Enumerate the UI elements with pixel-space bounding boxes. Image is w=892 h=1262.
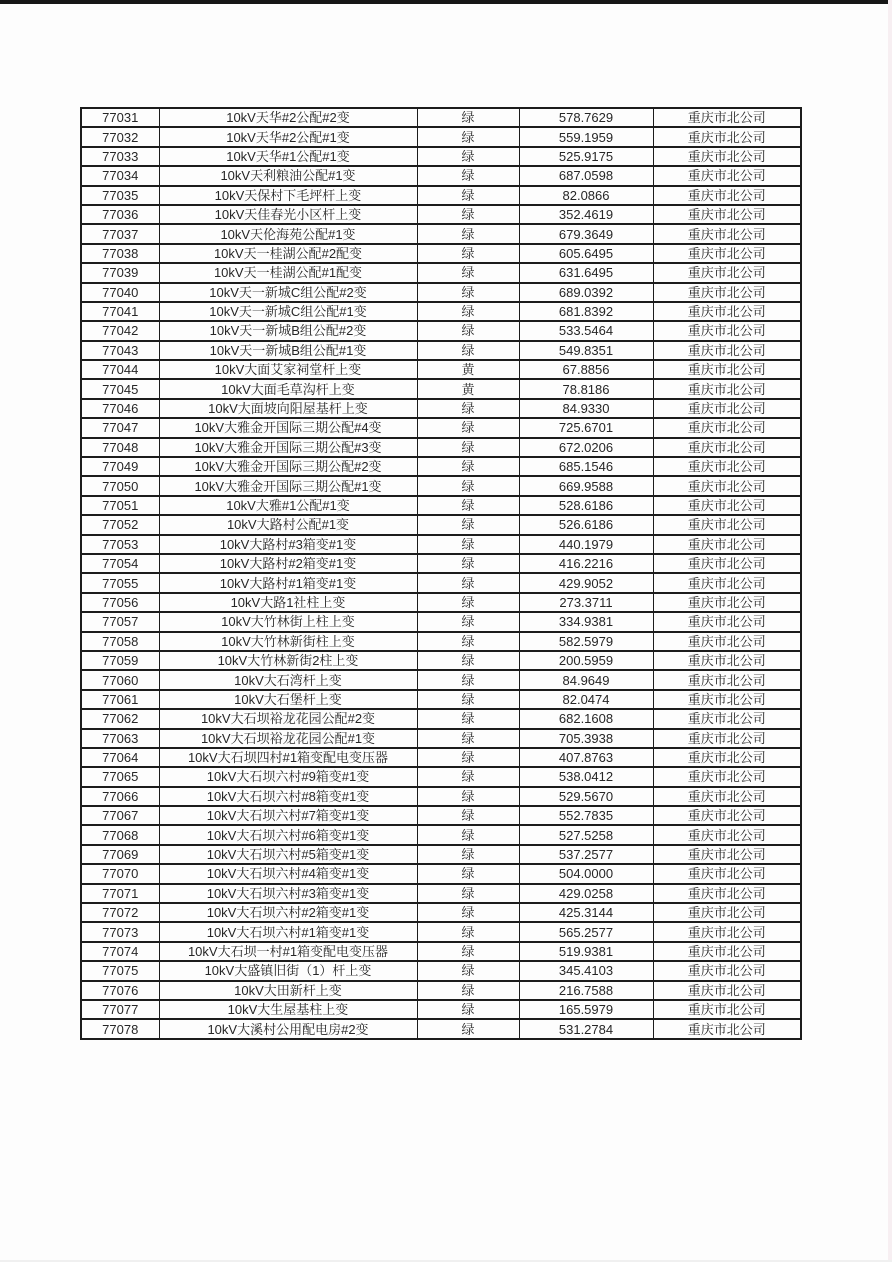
cell-status: 绿 xyxy=(417,186,519,205)
cell-company: 重庆市北公司 xyxy=(653,224,801,243)
cell-company: 重庆市北公司 xyxy=(653,903,801,922)
cell-status: 绿 xyxy=(417,535,519,554)
cell-value: 440.1979 xyxy=(519,535,653,554)
cell-name: 10kV大路村#1箱变#1变 xyxy=(159,573,417,592)
cell-name: 10kV大石坝裕龙花园公配#1变 xyxy=(159,729,417,748)
cell-value: 525.9175 xyxy=(519,147,653,166)
cell-status: 绿 xyxy=(417,884,519,903)
cell-value: 84.9649 xyxy=(519,670,653,689)
cell-name: 10kV天华#2公配#1变 xyxy=(159,127,417,146)
cell-value: 565.2577 xyxy=(519,922,653,941)
cell-status: 绿 xyxy=(417,205,519,224)
cell-value: 200.5959 xyxy=(519,651,653,670)
table-row xyxy=(81,729,801,748)
cell-id: 77048 xyxy=(81,438,159,457)
cell-id: 77034 xyxy=(81,166,159,185)
table-row xyxy=(81,535,801,554)
table-row xyxy=(81,438,801,457)
table-body xyxy=(81,108,801,1039)
cell-company: 重庆市北公司 xyxy=(653,961,801,980)
cell-status: 绿 xyxy=(417,961,519,980)
cell-company: 重庆市北公司 xyxy=(653,302,801,321)
cell-id: 77057 xyxy=(81,612,159,631)
table-row xyxy=(81,632,801,651)
cell-name: 10kV天华#1公配#1变 xyxy=(159,147,417,166)
cell-company: 重庆市北公司 xyxy=(653,787,801,806)
table-row xyxy=(81,127,801,146)
cell-id: 77066 xyxy=(81,787,159,806)
cell-status: 绿 xyxy=(417,1000,519,1019)
cell-id: 77044 xyxy=(81,360,159,379)
table-row xyxy=(81,903,801,922)
cell-company: 重庆市北公司 xyxy=(653,360,801,379)
table-row xyxy=(81,825,801,844)
cell-name: 10kV大路村#2箱变#1变 xyxy=(159,554,417,573)
table-row xyxy=(81,186,801,205)
cell-name: 10kV天一桂湖公配#2配变 xyxy=(159,244,417,263)
cell-value: 578.7629 xyxy=(519,108,653,127)
table-row xyxy=(81,806,801,825)
cell-id: 77038 xyxy=(81,244,159,263)
cell-status: 绿 xyxy=(417,748,519,767)
cell-status: 绿 xyxy=(417,515,519,534)
cell-id: 77037 xyxy=(81,224,159,243)
cell-name: 10kV大面艾家祠堂杆上变 xyxy=(159,360,417,379)
cell-status: 绿 xyxy=(417,593,519,612)
cell-status: 绿 xyxy=(417,127,519,146)
cell-id: 77065 xyxy=(81,767,159,786)
cell-company: 重庆市北公司 xyxy=(653,922,801,941)
cell-company: 重庆市北公司 xyxy=(653,418,801,437)
cell-value: 531.2784 xyxy=(519,1019,653,1038)
cell-value: 689.0392 xyxy=(519,283,653,302)
cell-name: 10kV大石坝四村#1箱变配电变压器 xyxy=(159,748,417,767)
cell-company: 重庆市北公司 xyxy=(653,884,801,903)
cell-id: 77074 xyxy=(81,942,159,961)
table-row xyxy=(81,360,801,379)
cell-value: 705.3938 xyxy=(519,729,653,748)
cell-company: 重庆市北公司 xyxy=(653,515,801,534)
cell-value: 519.9381 xyxy=(519,942,653,961)
cell-value: 82.0866 xyxy=(519,186,653,205)
table-row xyxy=(81,302,801,321)
cell-status: 绿 xyxy=(417,321,519,340)
cell-company: 重庆市北公司 xyxy=(653,554,801,573)
cell-value: 273.3711 xyxy=(519,593,653,612)
cell-value: 582.5979 xyxy=(519,632,653,651)
cell-id: 77054 xyxy=(81,554,159,573)
table-row xyxy=(81,787,801,806)
cell-status: 绿 xyxy=(417,845,519,864)
cell-id: 77033 xyxy=(81,147,159,166)
cell-value: 672.0206 xyxy=(519,438,653,457)
cell-name: 10kV大石坝一村#1箱变配电变压器 xyxy=(159,942,417,961)
cell-company: 重庆市北公司 xyxy=(653,321,801,340)
cell-status: 绿 xyxy=(417,981,519,1000)
cell-id: 77073 xyxy=(81,922,159,941)
cell-id: 77039 xyxy=(81,263,159,282)
cell-status: 绿 xyxy=(417,767,519,786)
cell-name: 10kV大石坝六村#9箱变#1变 xyxy=(159,767,417,786)
cell-value: 687.0598 xyxy=(519,166,653,185)
cell-status: 绿 xyxy=(417,787,519,806)
cell-id: 77040 xyxy=(81,283,159,302)
cell-id: 77036 xyxy=(81,205,159,224)
cell-status: 绿 xyxy=(417,399,519,418)
cell-id: 77031 xyxy=(81,108,159,127)
cell-company: 重庆市北公司 xyxy=(653,864,801,883)
cell-company: 重庆市北公司 xyxy=(653,535,801,554)
cell-company: 重庆市北公司 xyxy=(653,690,801,709)
cell-value: 669.9588 xyxy=(519,476,653,495)
cell-company: 重庆市北公司 xyxy=(653,651,801,670)
cell-value: 538.0412 xyxy=(519,767,653,786)
cell-value: 529.5670 xyxy=(519,787,653,806)
cell-name: 10kV大雅金开国际三期公配#2变 xyxy=(159,457,417,476)
cell-company: 重庆市北公司 xyxy=(653,612,801,631)
cell-name: 10kV天伦海苑公配#1变 xyxy=(159,224,417,243)
cell-status: 绿 xyxy=(417,632,519,651)
cell-name: 10kV天一新城C组公配#2变 xyxy=(159,283,417,302)
cell-status: 绿 xyxy=(417,341,519,360)
cell-value: 679.3649 xyxy=(519,224,653,243)
cell-id: 77072 xyxy=(81,903,159,922)
table-row xyxy=(81,1019,801,1038)
table-row xyxy=(81,263,801,282)
cell-status: 绿 xyxy=(417,166,519,185)
cell-name: 10kV大石坝六村#1箱变#1变 xyxy=(159,922,417,941)
cell-company: 重庆市北公司 xyxy=(653,457,801,476)
cell-value: 429.9052 xyxy=(519,573,653,592)
cell-status: 绿 xyxy=(417,108,519,127)
cell-id: 77061 xyxy=(81,690,159,709)
cell-name: 10kV天一新城C组公配#1变 xyxy=(159,302,417,321)
table-row xyxy=(81,884,801,903)
cell-status: 绿 xyxy=(417,147,519,166)
cell-company: 重庆市北公司 xyxy=(653,593,801,612)
cell-id: 77053 xyxy=(81,535,159,554)
cell-status: 绿 xyxy=(417,651,519,670)
cell-value: 559.1959 xyxy=(519,127,653,146)
table-row xyxy=(81,767,801,786)
table-row xyxy=(81,108,801,127)
cell-name: 10kV天利粮油公配#1变 xyxy=(159,166,417,185)
cell-value: 78.8186 xyxy=(519,379,653,398)
cell-id: 77055 xyxy=(81,573,159,592)
cell-company: 重庆市北公司 xyxy=(653,205,801,224)
cell-value: 82.0474 xyxy=(519,690,653,709)
cell-name: 10kV大溪村公用配电房#2变 xyxy=(159,1019,417,1038)
table-row xyxy=(81,690,801,709)
cell-company: 重庆市北公司 xyxy=(653,942,801,961)
cell-status: 绿 xyxy=(417,496,519,515)
cell-company: 重庆市北公司 xyxy=(653,729,801,748)
cell-name: 10kV大石堡杆上变 xyxy=(159,690,417,709)
cell-name: 10kV大竹林街上柱上变 xyxy=(159,612,417,631)
cell-value: 67.8856 xyxy=(519,360,653,379)
cell-status: 绿 xyxy=(417,729,519,748)
cell-value: 549.8351 xyxy=(519,341,653,360)
cell-name: 10kV天佳春光小区杆上变 xyxy=(159,205,417,224)
cell-status: 绿 xyxy=(417,690,519,709)
transformer-data-table xyxy=(80,107,802,1040)
cell-id: 77045 xyxy=(81,379,159,398)
cell-name: 10kV大雅#1公配#1变 xyxy=(159,496,417,515)
table-row xyxy=(81,981,801,1000)
cell-status: 绿 xyxy=(417,573,519,592)
cell-status: 绿 xyxy=(417,709,519,728)
cell-status: 黄 xyxy=(417,360,519,379)
cell-id: 77063 xyxy=(81,729,159,748)
table-row xyxy=(81,845,801,864)
cell-status: 绿 xyxy=(417,942,519,961)
table-row xyxy=(81,496,801,515)
table-row xyxy=(81,651,801,670)
cell-status: 绿 xyxy=(417,612,519,631)
cell-value: 504.0000 xyxy=(519,864,653,883)
cell-value: 216.7588 xyxy=(519,981,653,1000)
cell-value: 352.4619 xyxy=(519,205,653,224)
cell-status: 绿 xyxy=(417,476,519,495)
cell-company: 重庆市北公司 xyxy=(653,632,801,651)
cell-status: 绿 xyxy=(417,438,519,457)
cell-value: 345.4103 xyxy=(519,961,653,980)
cell-name: 10kV大石坝六村#6箱变#1变 xyxy=(159,825,417,844)
cell-id: 77035 xyxy=(81,186,159,205)
cell-name: 10kV大竹林新街2柱上变 xyxy=(159,651,417,670)
table-row xyxy=(81,476,801,495)
table-row xyxy=(81,244,801,263)
cell-company: 重庆市北公司 xyxy=(653,573,801,592)
cell-name: 10kV大石坝裕龙花园公配#2变 xyxy=(159,709,417,728)
cell-status: 绿 xyxy=(417,825,519,844)
cell-name: 10kV大石坝六村#7箱变#1变 xyxy=(159,806,417,825)
cell-id: 77064 xyxy=(81,748,159,767)
cell-id: 77049 xyxy=(81,457,159,476)
cell-company: 重庆市北公司 xyxy=(653,263,801,282)
cell-id: 77070 xyxy=(81,864,159,883)
cell-id: 77046 xyxy=(81,399,159,418)
cell-id: 77071 xyxy=(81,884,159,903)
cell-value: 537.2577 xyxy=(519,845,653,864)
table-row xyxy=(81,283,801,302)
table-row xyxy=(81,457,801,476)
cell-company: 重庆市北公司 xyxy=(653,981,801,1000)
cell-name: 10kV大路1社柱上变 xyxy=(159,593,417,612)
cell-status: 绿 xyxy=(417,244,519,263)
cell-id: 77078 xyxy=(81,1019,159,1038)
table-row xyxy=(81,205,801,224)
cell-company: 重庆市北公司 xyxy=(653,670,801,689)
cell-company: 重庆市北公司 xyxy=(653,108,801,127)
table-row xyxy=(81,166,801,185)
cell-company: 重庆市北公司 xyxy=(653,845,801,864)
cell-value: 429.0258 xyxy=(519,884,653,903)
cell-id: 77042 xyxy=(81,321,159,340)
cell-name: 10kV天一新城B组公配#2变 xyxy=(159,321,417,340)
cell-id: 77050 xyxy=(81,476,159,495)
cell-company: 重庆市北公司 xyxy=(653,166,801,185)
cell-company: 重庆市北公司 xyxy=(653,379,801,398)
cell-name: 10kV大石坝六村#4箱变#1变 xyxy=(159,864,417,883)
cell-company: 重庆市北公司 xyxy=(653,438,801,457)
cell-value: 681.8392 xyxy=(519,302,653,321)
cell-status: 绿 xyxy=(417,864,519,883)
table-row xyxy=(81,224,801,243)
cell-value: 682.1608 xyxy=(519,709,653,728)
cell-name: 10kV大雅金开国际三期公配#1变 xyxy=(159,476,417,495)
table-row xyxy=(81,399,801,418)
cell-id: 77075 xyxy=(81,961,159,980)
cell-id: 77068 xyxy=(81,825,159,844)
table-row xyxy=(81,612,801,631)
cell-value: 526.6186 xyxy=(519,515,653,534)
cell-value: 552.7835 xyxy=(519,806,653,825)
cell-name: 10kV大路村公配#1变 xyxy=(159,515,417,534)
cell-id: 77051 xyxy=(81,496,159,515)
table-row xyxy=(81,864,801,883)
cell-status: 绿 xyxy=(417,806,519,825)
cell-id: 77067 xyxy=(81,806,159,825)
cell-name: 10kV大石坝六村#3箱变#1变 xyxy=(159,884,417,903)
cell-value: 527.5258 xyxy=(519,825,653,844)
cell-id: 77047 xyxy=(81,418,159,437)
cell-company: 重庆市北公司 xyxy=(653,1019,801,1038)
table-row xyxy=(81,670,801,689)
cell-value: 334.9381 xyxy=(519,612,653,631)
cell-id: 77043 xyxy=(81,341,159,360)
cell-status: 黄 xyxy=(417,379,519,398)
cell-name: 10kV大雅金开国际三期公配#4变 xyxy=(159,418,417,437)
cell-name: 10kV大竹林新街柱上变 xyxy=(159,632,417,651)
table-row xyxy=(81,748,801,767)
table-row xyxy=(81,321,801,340)
cell-name: 10kV大雅金开国际三期公配#3变 xyxy=(159,438,417,457)
cell-name: 10kV大路村#3箱变#1变 xyxy=(159,535,417,554)
cell-id: 77058 xyxy=(81,632,159,651)
table-row xyxy=(81,942,801,961)
cell-status: 绿 xyxy=(417,302,519,321)
table-row xyxy=(81,341,801,360)
cell-name: 10kV天华#2公配#2变 xyxy=(159,108,417,127)
cell-company: 重庆市北公司 xyxy=(653,283,801,302)
cell-id: 77076 xyxy=(81,981,159,1000)
cell-name: 10kV大石湾杆上变 xyxy=(159,670,417,689)
cell-value: 725.6701 xyxy=(519,418,653,437)
cell-value: 533.5464 xyxy=(519,321,653,340)
table-row xyxy=(81,709,801,728)
cell-name: 10kV天一新城B组公配#1变 xyxy=(159,341,417,360)
cell-name: 10kV大盛镇旧街（1）杆上变 xyxy=(159,961,417,980)
cell-id: 77041 xyxy=(81,302,159,321)
cell-value: 416.2216 xyxy=(519,554,653,573)
cell-company: 重庆市北公司 xyxy=(653,825,801,844)
table-row xyxy=(81,147,801,166)
cell-status: 绿 xyxy=(417,457,519,476)
cell-company: 重庆市北公司 xyxy=(653,748,801,767)
cell-name: 10kV大生屋基柱上变 xyxy=(159,1000,417,1019)
cell-id: 77032 xyxy=(81,127,159,146)
cell-id: 77062 xyxy=(81,709,159,728)
cell-status: 绿 xyxy=(417,224,519,243)
cell-company: 重庆市北公司 xyxy=(653,186,801,205)
cell-name: 10kV大面坡向阳屋基杆上变 xyxy=(159,399,417,418)
table-row xyxy=(81,418,801,437)
cell-value: 631.6495 xyxy=(519,263,653,282)
cell-status: 绿 xyxy=(417,1019,519,1038)
cell-id: 77052 xyxy=(81,515,159,534)
cell-company: 重庆市北公司 xyxy=(653,806,801,825)
cell-status: 绿 xyxy=(417,903,519,922)
cell-company: 重庆市北公司 xyxy=(653,244,801,263)
cell-value: 84.9330 xyxy=(519,399,653,418)
cell-company: 重庆市北公司 xyxy=(653,1000,801,1019)
table-row xyxy=(81,961,801,980)
cell-value: 605.6495 xyxy=(519,244,653,263)
cell-name: 10kV大石坝六村#8箱变#1变 xyxy=(159,787,417,806)
cell-status: 绿 xyxy=(417,263,519,282)
cell-id: 77069 xyxy=(81,845,159,864)
cell-name: 10kV天一桂湖公配#1配变 xyxy=(159,263,417,282)
cell-company: 重庆市北公司 xyxy=(653,476,801,495)
table-row xyxy=(81,515,801,534)
cell-id: 77077 xyxy=(81,1000,159,1019)
cell-id: 77059 xyxy=(81,651,159,670)
cell-company: 重庆市北公司 xyxy=(653,147,801,166)
cell-value: 407.8763 xyxy=(519,748,653,767)
cell-company: 重庆市北公司 xyxy=(653,399,801,418)
cell-company: 重庆市北公司 xyxy=(653,767,801,786)
cell-name: 10kV天保村下毛坪杆上变 xyxy=(159,186,417,205)
cell-company: 重庆市北公司 xyxy=(653,496,801,515)
page-right-edge xyxy=(888,0,892,1262)
cell-name: 10kV大面毛草沟杆上变 xyxy=(159,379,417,398)
table-row xyxy=(81,1000,801,1019)
table-row xyxy=(81,922,801,941)
cell-status: 绿 xyxy=(417,670,519,689)
cell-value: 165.5979 xyxy=(519,1000,653,1019)
cell-id: 77056 xyxy=(81,593,159,612)
cell-status: 绿 xyxy=(417,922,519,941)
cell-value: 528.6186 xyxy=(519,496,653,515)
table-row xyxy=(81,573,801,592)
cell-company: 重庆市北公司 xyxy=(653,127,801,146)
cell-company: 重庆市北公司 xyxy=(653,341,801,360)
cell-id: 77060 xyxy=(81,670,159,689)
table-row xyxy=(81,554,801,573)
cell-value: 425.3144 xyxy=(519,903,653,922)
cell-name: 10kV大石坝六村#5箱变#1变 xyxy=(159,845,417,864)
table-row xyxy=(81,593,801,612)
page-top-rule xyxy=(0,0,892,4)
cell-name: 10kV大石坝六村#2箱变#1变 xyxy=(159,903,417,922)
cell-value: 685.1546 xyxy=(519,457,653,476)
cell-status: 绿 xyxy=(417,418,519,437)
cell-status: 绿 xyxy=(417,554,519,573)
cell-status: 绿 xyxy=(417,283,519,302)
table-row xyxy=(81,379,801,398)
cell-name: 10kV大田新杆上变 xyxy=(159,981,417,1000)
cell-company: 重庆市北公司 xyxy=(653,709,801,728)
